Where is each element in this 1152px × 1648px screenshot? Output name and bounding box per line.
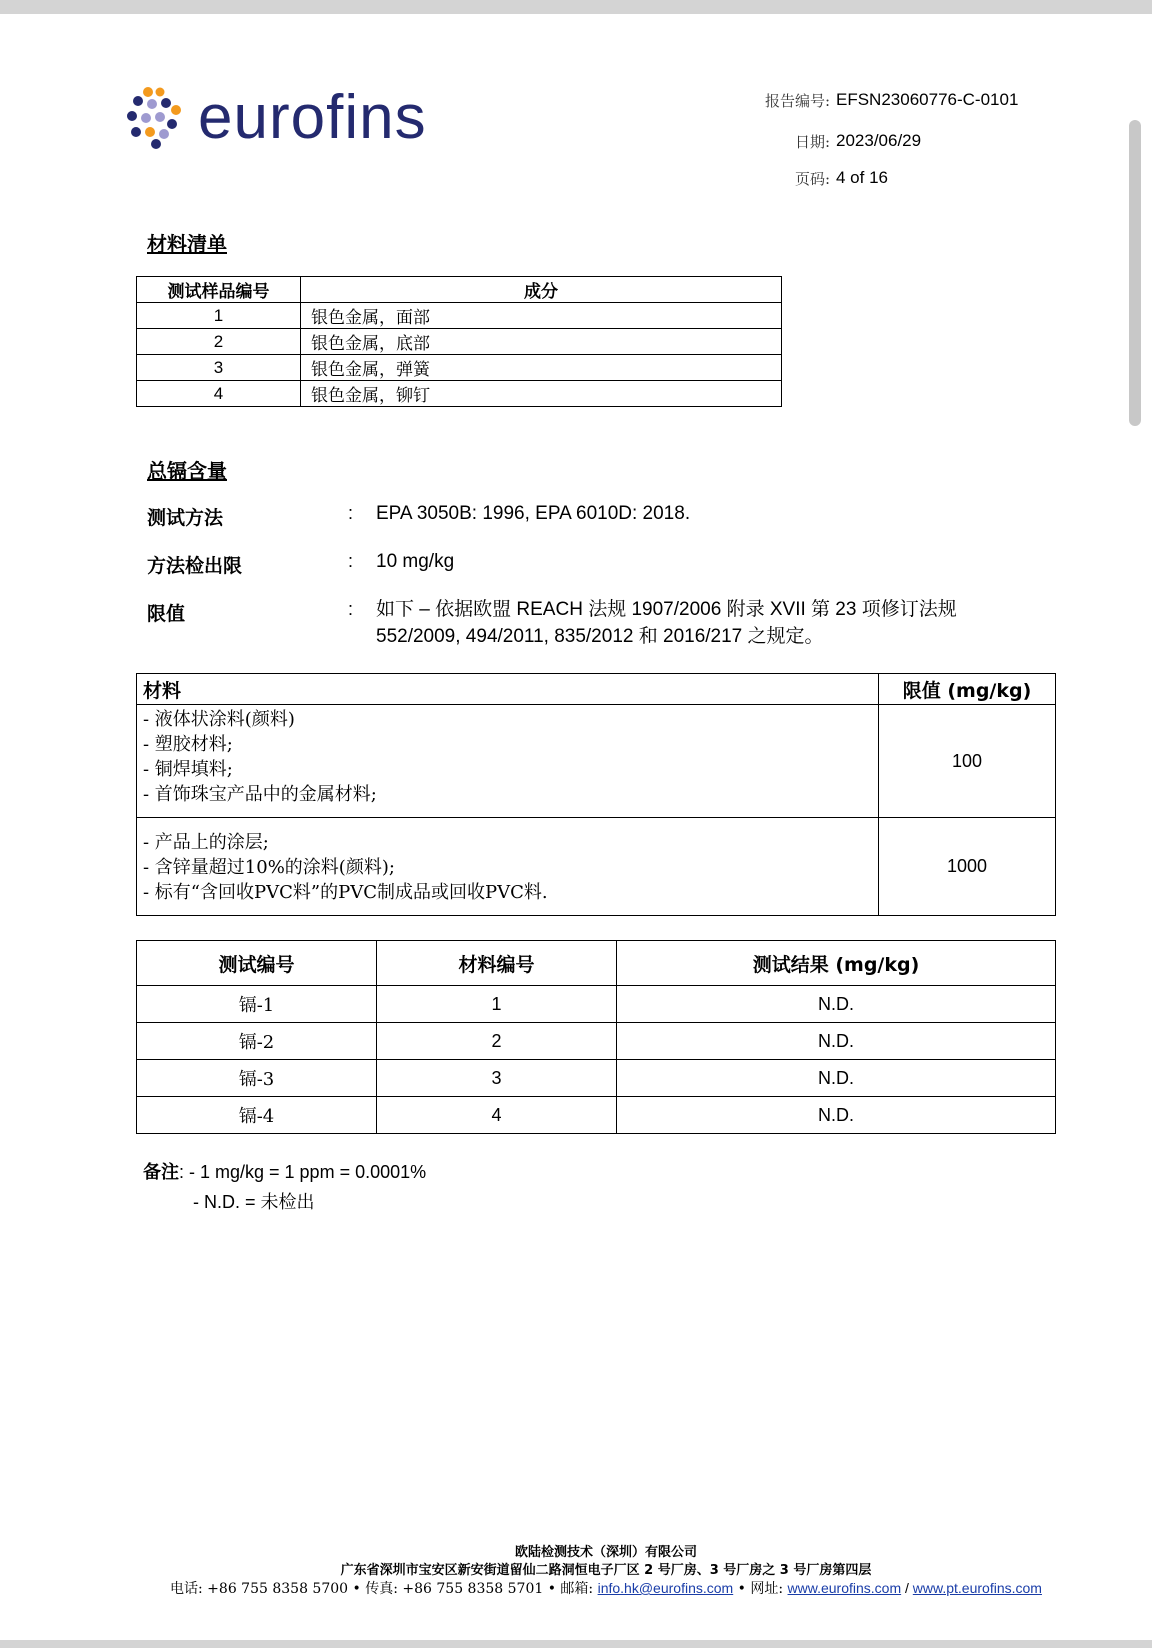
table-row — [137, 1060, 1056, 1097]
table-row — [137, 355, 782, 381]
sample-description: 银色金属，弹簧 — [301, 355, 782, 381]
footer-company: 欧陆检测技术（深圳）有限公司 — [514, 1545, 697, 1560]
material-item: - 产品上的涂层; — [143, 832, 269, 853]
table-row — [137, 1023, 1056, 1060]
column-header: 限值 (mg/kg) — [879, 674, 1056, 705]
method-label: 测试方法 — [147, 507, 224, 529]
table-header-row — [137, 674, 1056, 705]
window-bottom-bar — [0, 1640, 1152, 1648]
test-result: N.D. — [617, 1097, 1056, 1134]
sample-number: 4 — [137, 381, 301, 407]
website-link[interactable]: www.eurofins.com — [787, 1580, 902, 1596]
test-code: 镉-4 — [137, 1097, 377, 1134]
method-value: EPA 3050B: 1996, EPA 6010D: 2018. — [376, 503, 691, 524]
test-result: N.D. — [617, 1023, 1056, 1060]
limit-line-2: 552/2009, 494/2011, 835/2012 和 2016/217 之规定。 — [376, 626, 824, 647]
report-number-row — [0, 90, 1152, 112]
test-code: 镉-3 — [137, 1060, 377, 1097]
table-header-row — [137, 941, 1056, 986]
notes — [143, 1158, 427, 1212]
limit-value-cell: 1000 — [879, 818, 1056, 916]
footer-web-separator: • 网址: — [733, 1581, 788, 1597]
mdl-value: 10 mg/kg — [376, 551, 455, 572]
page-row — [0, 168, 1152, 190]
limit-line-1: 如下 – 依据欧盟 REACH 法规 1907/2006 附录 XVII 第 23 项修订法规 — [376, 599, 957, 620]
material-number: 2 — [377, 1023, 617, 1060]
column-header: 成分 — [301, 277, 782, 303]
notes-line-1: : - 1 mg/kg = 1 ppm = 0.0001% — [179, 1162, 427, 1182]
date-label: 日期: — [794, 133, 830, 151]
limit-table — [136, 673, 1056, 916]
material-item: - 塑胶材料; — [143, 734, 233, 755]
material-item: - 标有“含回收PVC料”的PVC制成品或回收PVC料. — [143, 882, 548, 903]
material-number: 1 — [377, 986, 617, 1023]
window-top-bar — [0, 0, 1152, 14]
test-result: N.D. — [617, 986, 1056, 1023]
date-row — [0, 131, 1152, 153]
date-value: 2023/06/29 — [836, 131, 922, 150]
footer-slash: / — [901, 1580, 913, 1596]
table-row — [137, 818, 1056, 916]
footer-contact — [0, 1578, 1152, 1598]
materials-table — [136, 276, 782, 407]
material-list — [137, 705, 879, 818]
page-value: 4 of 16 — [836, 168, 888, 187]
table-row — [137, 705, 1056, 818]
material-number: 3 — [377, 1060, 617, 1097]
result-table — [136, 940, 1056, 1134]
cadmium-title: 总镉含量 — [147, 459, 227, 483]
report-number-value: EFSN23060776-C-0101 — [836, 90, 1019, 109]
material-list — [137, 818, 879, 916]
table-header-row — [137, 277, 782, 303]
table-row — [137, 303, 782, 329]
sample-description: 银色金属，面部 — [301, 303, 782, 329]
logo-wordmark: eurofins — [198, 83, 427, 152]
column-header: 测试编号 — [137, 941, 377, 986]
table-row — [137, 329, 782, 355]
report-number-label: 报告编号: — [764, 92, 830, 110]
sample-number: 1 — [137, 303, 301, 329]
test-code: 镉-2 — [137, 1023, 377, 1060]
limit-value — [376, 596, 957, 650]
limit-label: 限值 — [147, 603, 186, 625]
material-item: - 首饰珠宝产品中的金属材料; — [143, 784, 377, 805]
table-row — [137, 1097, 1056, 1134]
sample-description: 银色金属，铆钉 — [301, 381, 782, 407]
material-number: 4 — [377, 1097, 617, 1134]
notes-label: 备注 — [143, 1162, 179, 1183]
mdl-colon: : — [348, 551, 354, 571]
table-row — [137, 381, 782, 407]
column-header: 测试样品编号 — [137, 277, 301, 303]
material-item: - 铜焊填料; — [143, 759, 233, 780]
notes-line-2: - N.D. = 未检出 — [193, 1192, 315, 1212]
materials-title: 材料清单 — [147, 232, 227, 256]
test-code: 镉-1 — [137, 986, 377, 1023]
page-label: 页码: — [794, 170, 830, 188]
limit-value-cell: 100 — [879, 705, 1056, 818]
footer-contact-prefix: 电话: +86 755 8358 5700 • 传真: +86 755 8358 5701 • 邮箱: — [170, 1581, 598, 1597]
column-header: 材料 — [137, 674, 879, 705]
column-header: 材料编号 — [377, 941, 617, 986]
mdl-label: 方法检出限 — [147, 555, 243, 577]
footer-address: 广东省深圳市宝安区新安街道留仙二路洞恒电子厂区 2 号厂房、3 号厂房之 3 号厂房第四层 — [340, 1563, 872, 1578]
method-colon: : — [348, 503, 354, 523]
sample-number: 2 — [137, 329, 301, 355]
scrollbar-thumb[interactable] — [1129, 120, 1141, 426]
sample-description: 银色金属，底部 — [301, 329, 782, 355]
table-row — [137, 986, 1056, 1023]
column-header: 测试结果 (mg/kg) — [617, 941, 1056, 986]
email-link[interactable]: info.hk@eurofins.com — [597, 1580, 734, 1596]
sample-number: 3 — [137, 355, 301, 381]
test-result: N.D. — [617, 1060, 1056, 1097]
material-item: - 含锌量超过10%的涂料(颜料); — [143, 857, 395, 878]
limit-colon: : — [348, 599, 354, 619]
material-item: - 液体状涂料(颜料) — [143, 709, 295, 730]
website-pt-link[interactable]: www.pt.eurofins.com — [912, 1580, 1042, 1596]
